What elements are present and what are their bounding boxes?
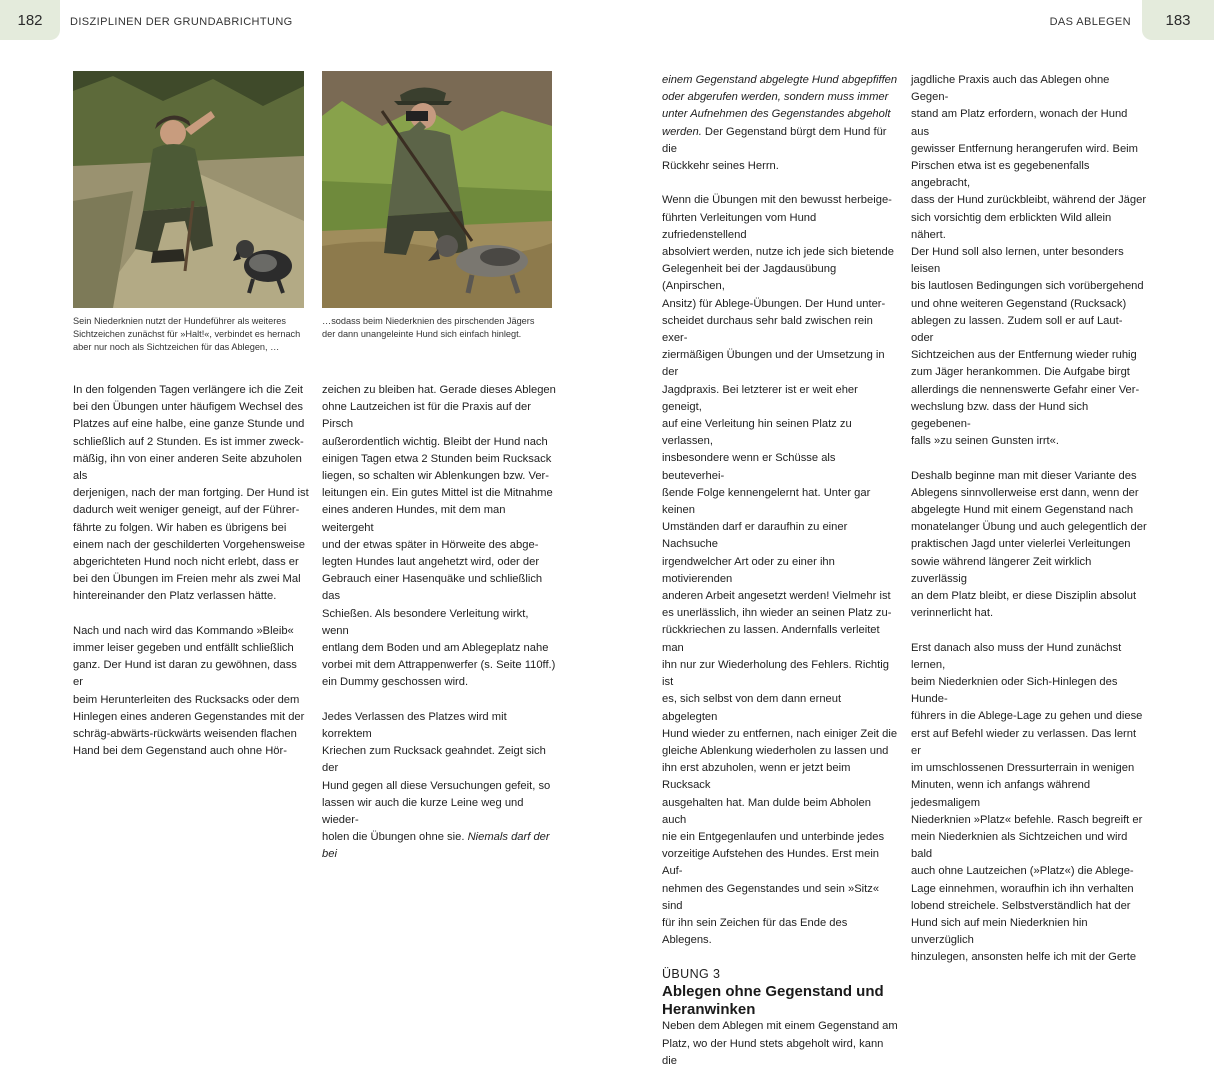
emphasis-text: Niemals darf der bei: [322, 831, 550, 861]
emphasis-text: einem Gegenstand abgelegte Hund abgepfiffen oder abgerufen werden, sondern muss immer unter Aufnehmen des Gegenstandes abgeholt werden.: [662, 74, 898, 138]
text-column-2: [322, 382, 558, 864]
paragraph: [662, 72, 898, 175]
paragraph-text: Jedes Verlassen des Platzes wird mit korrektem Kriechen zum Rucksack geahndet. Zeigt sich der Hund gegen all diese Versuchungen gefeit, so lassen wir auch die kurze Leine weg und wieder- holen die Übungen ohne sie.: [322, 710, 551, 844]
paragraph: Erst danach also muss der Hund zunächst lernen, beim Niederknien oder Sich-Hinlegen des Hunde- führers in die Ablege-Lage zu gehen und diese erst auf Befehl wieder zu verlassen. Das lernt er im umschlossenen Dressurterrain in wenigen Minuten, wenn ich anfangs während jedesmaligem Niederknien »Platz« befehle. Rasch begreift er mein Niederknien als Sichtzeichen und wird bald auch ohne Lautzeichen (»Platz«) die Ablege- Lage einnehmen, woraufhin ich ihn verhalten lobend streichele. Selbstverständlich hat der Hund sich auf mein Niederknien hin unverzüglich hinzulegen, ansonsten helfe ich mit der Gerte: [911, 641, 1143, 964]
left-running-title: DISZIPLINEN DER GRUNDABRICHTUNG: [70, 16, 293, 28]
hunter-with-binoculars-and-dog-photo: [322, 71, 552, 308]
paragraph: Deshalb beginne man mit dieser Variante des Ablegens sinnvollerweise erst dann, wenn der abgelegte Hund mit einem Gegenstand nach monatelanger Übung und auch gelegentlich der praktischen Jagd unter vielerlei Verleitungen sowie während längerer Zeit wirklich zuverlässig an dem Platz bleibt, er diese Disziplin absolut verinnerlicht hat.: [911, 469, 1147, 620]
paragraph: In den folgenden Tagen verlängere ich die Zeit bei den Übungen unter häufigem Wechsel des Platzes auf eine halbe, eine ganze Stunde und schließlich auf 2 Stunden. Es ist immer zweck- mäßig, ihn von einer anderen Seite abzuholen als derjenigen, nach der man fortging. Der Hund ist dadurch weit weniger geneigt, auf der Führer- fährte zu folgen. Wir haben es übrigens bei einem nach der geschilderten Vorgehensweise abgerichteten Hund noch nicht erlebt, dass er bei den Übungen im Freien mehr als zwei Mal hintereinander den Platz verlassen hätte.: [73, 384, 309, 603]
paragraph: [322, 709, 558, 864]
right-running-title: DAS ABLEGEN: [1049, 16, 1131, 28]
text-column-3: [662, 72, 898, 1070]
left-page-number: 182: [0, 0, 60, 40]
hunter-kneeling-with-dog-photo: [73, 71, 304, 308]
text-column-1: [73, 382, 309, 760]
right-page-number: 183: [1142, 0, 1214, 40]
paragraph: Wenn die Übungen mit den bewusst herbeige- führten Verleitungen vom Hund zufriedenstellend absolviert werden, nutze ich jede sich bietende Gelegenheit bei der Jagdausübung (Anpirschen, Ansitz) für Ablege-Übungen. Der Hund unter- scheidet durchaus sehr bald zwischen rein exer- ziermäßigen Übungen und der Umsetzung in der Jagdpraxis. Bei letzterer ist er weit eher geneigt, auf eine Verleitung hin seinen Platz zu verlassen, insbesondere wenn er Schüsse als beuteverhei- ßende Folge kennengelernt hat. Unter gar keinen Umständen darf er daraufhin zu einer Nachsuche irgendwelcher Art oder zu einer ihn motivierenden anderen Arbeit angesetzt werden! Vielmehr ist es unerlässlich, ihn wieder an seinen Platz zu- rückkriechen zu lassen. Andernfalls verleitet man ihn nur zur Wiederholung des Fehlers. Richtig ist es, sich selbst von dem dann erneut abgelegten Hund wieder zu entfernen, nach einiger Zeit die gleiche Ablenkung wiederholen zu lassen und ihn erst abzuholen, wenn er jetzt beim Rucksack ausgehalten hat. Man dulde beim Abholen auch nie ein Entgegenlaufen und unterbinde jedes vorzeitige Aufstehen des Hundes. Erst mein Auf- nehmen des Gegenstandes und sein »Sitz« sind für ihn sein Zeichen für das Ende des Ablegens.: [662, 194, 898, 947]
paragraph: Neben dem Ablegen mit einem Gegenstand am Platz, wo der Hund stets abgeholt wird, kann die: [662, 1020, 898, 1067]
paragraph: jagdliche Praxis auch das Ablegen ohne Gegen- stand am Platz erfordern, wonach der Hund aus gewisser Entfernung herangerufen wird. Beim Pirschen etwa ist es gegebenenfalls angebracht, dass der Hund zurückbleibt, während der Jäger sich vorsichtig dem erblickten Wild allein nähert. Der Hund soll also lernen, unter besonders leisen bis lautlosen Bedingungen sich vorübergehend und ohne weiteren Gegenstand (Rucksack) ablegen zu lassen. Zudem soll er auf Laut- oder Sichtzeichen aus der Entfernung wieder ruhig zum Jäger herankommen. Die Aufgabe birgt allerdings die nennenswerte Gefahr einer Ver- wechslung bzw. dass der Hund sich gegebenen- falls »zu seinen Gunsten irrt«.: [911, 74, 1147, 448]
paragraph-text: Der Gegenstand bürgt dem Hund für die Rückkehr seines Herrn.: [662, 125, 887, 173]
text-column-4: [911, 72, 1147, 967]
exercise-heading: Ablegen ohne Gegenstand und Heranwinken: [662, 983, 884, 1018]
paragraph: zeichen zu bleiben hat. Gerade dieses Ablegen ohne Lautzeichen ist für die Praxis auf der Pirsch außerordentlich wichtig. Bleibt der Hund nach einigen Tagen etwa 2 Stunden beim Rucksack liegen, so schalten wir Ablenkungen bzw. Ver- leitungen ein. Ein gutes Mittel ist die Mitnahme eines anderen Hundes, mit dem man weitergeht und der etwas später in Hörweite des abge- legten Hundes laut angehetzt wird, oder der Gebrauch einer Hasenquäke und schließlich das Schießen. Als besondere Verleitung wirkt, wenn entlang dem Boden und am Ablegeplatz nahe vorbei mit dem Attrappenwerfer (s. Seite 110ff.) ein Dummy geschossen wird.: [322, 384, 556, 689]
photo-caption-1: Sein Niederknien nutzt der Hundeführer als weiteres Sichtzeichen zunächst für »Halt!«, verbindet es hernach aber nur noch als Sichtzeichen für das Ablegen, …: [73, 316, 301, 352]
photo-caption-2: …sodass beim Niederknien des pirschenden Jägers der dann unangeleinte Hund sich einfach hinlegt.: [322, 316, 535, 339]
exercise-label: ÜBUNG 3: [662, 967, 721, 982]
paragraph: Nach und nach wird das Kommando »Bleib« immer leiser gegeben und entfällt schließlich ganz. Der Hund ist daran zu gewöhnen, dass er beim Herunterleiten des Rucksacks oder dem Hinlegen eines anderen Gegenstandes mit der schräg-abwärts-rückwärts weisenden flachen Hand bei dem Gegenstand auch ohne Hör-: [73, 624, 305, 758]
